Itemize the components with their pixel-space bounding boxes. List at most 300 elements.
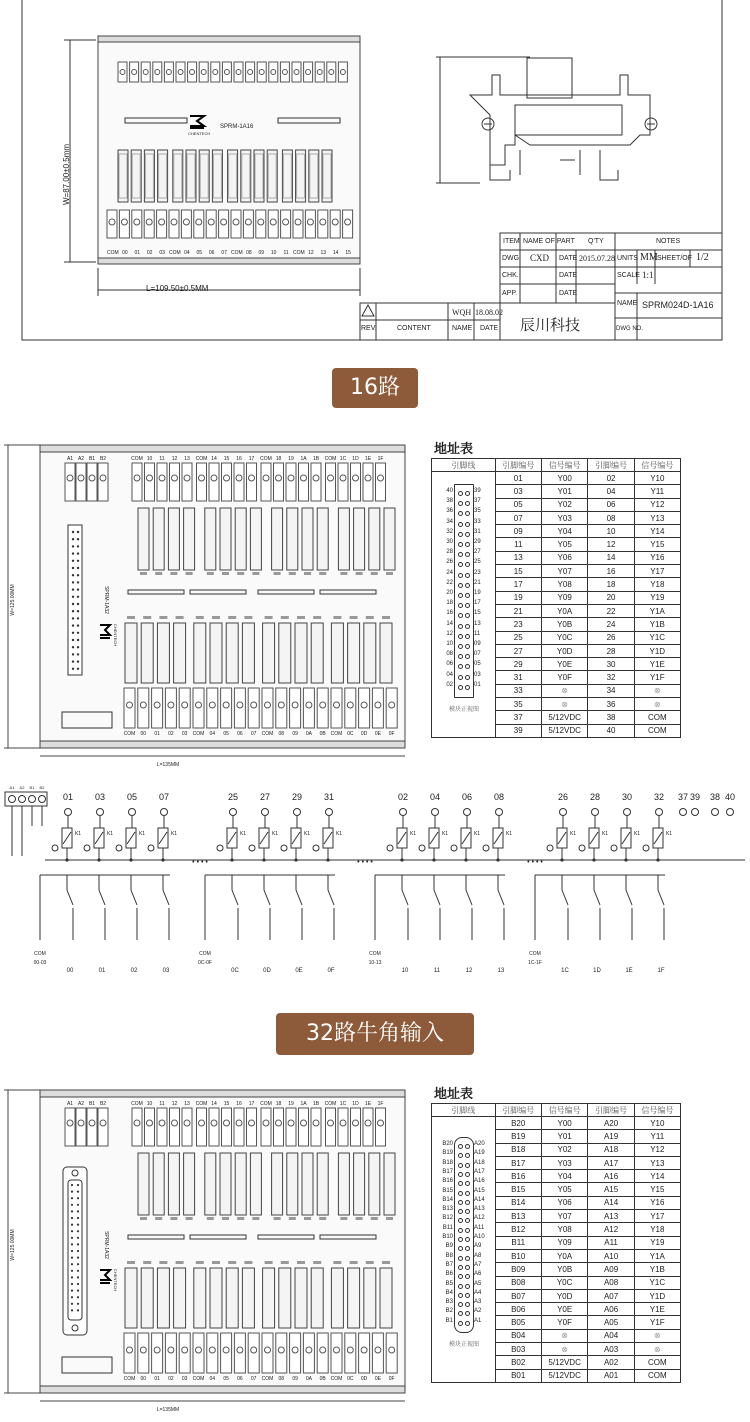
terminal-icon (65, 809, 72, 816)
terminal-label: 16 (236, 456, 242, 462)
table-cell: 15 (495, 565, 541, 578)
led-icon (319, 1217, 326, 1220)
pin-icon (77, 552, 79, 554)
terminal-label: COM (195, 456, 208, 462)
table-cell: ⊗ (634, 698, 680, 711)
pin-label: 11 (474, 630, 481, 637)
table-cell: Y0E (541, 1303, 588, 1316)
junction-icon (326, 858, 329, 861)
table-cell: 07 (495, 511, 541, 524)
pin-label: A4 (474, 1289, 482, 1296)
terminal-top (98, 463, 108, 501)
terminal-top (87, 463, 97, 501)
terminal-label: 1A (300, 1101, 307, 1107)
pin-icon (77, 1270, 79, 1272)
pin-icon (72, 588, 74, 590)
pin-number: 32 (653, 792, 665, 802)
led-icon (127, 1261, 135, 1264)
terminal-icon (656, 809, 663, 816)
terminal-label: COM (195, 1101, 208, 1107)
terminal-label: 0E (374, 1376, 381, 1382)
terminal-label: 05 (223, 731, 229, 737)
pin-icon (77, 1290, 79, 1292)
pin-icon (77, 1237, 79, 1239)
relay-module (287, 508, 298, 570)
pin-icon (77, 646, 79, 648)
pin-label: A2 (474, 1308, 482, 1315)
wire (12, 806, 42, 856)
pin-icon (72, 531, 74, 533)
table-cell: A02 (588, 1356, 634, 1369)
pin-icon (72, 552, 74, 554)
channel-label: 05 (196, 250, 203, 256)
terminal-label: B1 (29, 785, 35, 790)
terminal-label: 15 (223, 1101, 230, 1107)
relay-module (125, 623, 137, 683)
coil-symbol (127, 832, 135, 844)
relay-module (263, 1268, 275, 1328)
table-cell: 22 (588, 604, 634, 617)
terminal-top (234, 62, 243, 82)
relay-module (242, 623, 254, 683)
table-cell: 08 (588, 511, 634, 524)
table-cell: B01 (495, 1369, 541, 1382)
table-cell: Y1B (634, 1263, 680, 1276)
pin-label: 19 (474, 590, 481, 596)
pin-number: 07 (158, 792, 170, 802)
table-cell: Y10 (634, 1117, 680, 1130)
terminal-label: 04 (209, 731, 216, 737)
terminal-top (261, 1108, 271, 1146)
relay-label: K1 (569, 831, 577, 837)
led-icon (212, 1261, 220, 1264)
pin-label: 34 (446, 518, 453, 525)
terminal-bottom (119, 210, 129, 238)
table-cell: Y15 (634, 538, 680, 551)
terminal-label: 1C (339, 456, 347, 462)
table-cell: B09 (495, 1263, 541, 1276)
pin-number: 05 (126, 792, 138, 802)
table-cell: 39 (495, 724, 541, 737)
table-cell: B04 (495, 1329, 541, 1342)
ellipsis-dots: • • • • (527, 859, 543, 866)
terminal-label: 18 (275, 456, 282, 462)
table-cell: Y05 (541, 538, 588, 551)
terminal-top (222, 1108, 232, 1146)
table-cell: Y10 (634, 472, 680, 485)
terminal-bottom (206, 210, 216, 238)
led-icon (170, 1217, 177, 1220)
tb-rev-date: 18.08.02 (475, 308, 503, 317)
pin-icon (77, 1184, 79, 1186)
junction-icon (230, 858, 233, 861)
output-label: 1C (561, 968, 569, 974)
terminal-top (304, 62, 313, 82)
tb-dwg-no: DWG NO. (616, 326, 643, 332)
table-cell: B13 (495, 1210, 541, 1223)
led-icon (356, 1217, 363, 1220)
relay-contact-icon (594, 890, 600, 905)
table-cell: Y08 (541, 578, 588, 591)
column-header: 信号编号 (634, 1104, 680, 1117)
led-icon (207, 572, 214, 575)
board-32ch-idc-svg (0, 430, 420, 770)
channel-label: 02 (146, 250, 153, 256)
tb-notes: NOTES (656, 238, 681, 245)
terminal-bottom (157, 210, 167, 238)
relay-module (331, 623, 343, 683)
ellipsis-dots: • • • • (357, 859, 373, 866)
table-cell: A05 (588, 1316, 634, 1329)
table-cell: 21 (495, 604, 541, 617)
pin-label: B13 (442, 1206, 453, 1213)
pin-label: 31 (474, 528, 481, 535)
terminal-label: B1 (88, 1101, 96, 1107)
coil-symbol (494, 832, 502, 844)
led-icon (143, 1261, 151, 1264)
pin-label: A15 (474, 1187, 485, 1194)
relay-module (272, 1153, 283, 1215)
led-icon (207, 1217, 214, 1220)
relay-label: K1 (473, 831, 481, 837)
terminal-bottom (256, 210, 266, 238)
table-cell: B02 (495, 1356, 541, 1369)
output-label: 0F (327, 968, 335, 974)
pin-label: B19 (442, 1150, 453, 1157)
relay-module (272, 508, 283, 570)
relay-module (242, 1268, 254, 1328)
pin-icon (71, 1250, 73, 1252)
pin-label: 40 (446, 488, 453, 494)
terminal-top (315, 62, 324, 82)
coil-symbol (324, 832, 332, 844)
channel-label: 07 (221, 250, 227, 256)
pin-icon (458, 542, 463, 547)
pin-icon (465, 1172, 470, 1177)
pin-label: A7 (474, 1261, 482, 1268)
table-title: 地址表 (434, 1087, 474, 1102)
table-cell: 27 (495, 644, 541, 657)
table-cell: B15 (495, 1183, 541, 1196)
table-cell: Y1D (634, 644, 680, 657)
pin-icon (458, 1144, 463, 1149)
pin-label: 24 (446, 569, 453, 576)
terminal-label: 0D (360, 731, 368, 737)
terminal-icon (712, 809, 719, 816)
table-cell: Y01 (541, 485, 588, 498)
pin-label: A8 (474, 1252, 482, 1259)
terminal-top (132, 463, 142, 501)
led-icon (140, 572, 147, 575)
terminal-top (261, 463, 271, 501)
table-cell: Y00 (541, 472, 588, 485)
relay-contact-icon (658, 890, 664, 905)
terminal-top (311, 1108, 321, 1146)
table-cell: Y13 (634, 1156, 680, 1169)
column-header: 引脚线 (432, 459, 496, 472)
pin-label: A16 (474, 1178, 485, 1185)
terminal-label: 0A (305, 731, 312, 737)
pin-label: 38 (446, 498, 453, 505)
pin-icon (458, 1321, 463, 1326)
pin-icon (465, 1265, 470, 1270)
column-header: 引脚编号 (495, 1104, 541, 1117)
table-cell: 40 (588, 724, 634, 737)
junction-icon (161, 858, 164, 861)
pin-number: 02 (397, 792, 409, 802)
coil-symbol (462, 832, 470, 844)
channel-label: 10 (270, 250, 277, 256)
terminal-label: 19 (288, 456, 294, 462)
pin-icon (72, 617, 74, 619)
tb-rev: REV. (361, 325, 377, 332)
relay-label: K1 (665, 831, 673, 837)
terminal-label: 09 (292, 731, 298, 737)
table-cell: 31 (495, 671, 541, 684)
table-cell: Y02 (541, 498, 588, 511)
pin-icon (77, 639, 79, 641)
terminal-label: COM (131, 1101, 143, 1107)
connector-caption: 模块正视图 (448, 1342, 479, 1348)
terminal-label: 11 (159, 456, 165, 462)
led-icon (159, 616, 167, 619)
pin-icon (465, 685, 470, 690)
table-cell: 38 (588, 711, 634, 724)
com-label: COM (34, 951, 46, 957)
relay-module (250, 508, 261, 570)
table-cell: 5/12VDC (541, 711, 588, 724)
terminal-top (209, 1108, 219, 1146)
pin-label: B10 (442, 1234, 453, 1240)
table-cell: A06 (588, 1303, 634, 1316)
terminal-label: 0F (388, 731, 395, 737)
channel-label: 08 (246, 250, 252, 256)
terminal-label: COM (260, 1101, 272, 1107)
pin-icon (71, 1263, 73, 1265)
relay-contact-icon (626, 890, 632, 905)
table-cell: Y19 (634, 591, 680, 604)
board-brand: CHENTECH (113, 1268, 118, 1292)
terminal-label: COM (330, 1376, 343, 1382)
pin-icon (465, 1228, 470, 1233)
terminal-icon (680, 809, 687, 816)
table-cell: Y07 (541, 1210, 588, 1223)
led-icon (186, 572, 193, 575)
terminal-label: A1 (66, 456, 74, 462)
pin-label: 01 (474, 681, 481, 688)
junction-icon (400, 858, 403, 861)
pin-label: B2 (445, 1308, 453, 1315)
terminal-label: 0C (347, 731, 354, 737)
terminal-label: 1B (312, 456, 320, 462)
terminal-label: 1B (312, 1101, 320, 1107)
table-cell: Y0D (541, 644, 588, 657)
din-rail-side-view (436, 57, 657, 183)
terminal-label: 02 (168, 1376, 174, 1382)
pin-number: 26 (557, 792, 569, 802)
table-cell: Y03 (541, 511, 588, 524)
pin-icon (77, 617, 79, 619)
relay-module (279, 623, 291, 683)
table-cell: Y1F (634, 671, 680, 684)
terminal-top (338, 463, 348, 501)
pin-label: 36 (446, 508, 453, 515)
relay-module (380, 623, 392, 683)
pin-icon (77, 1197, 79, 1199)
led-icon (366, 1261, 374, 1264)
pin-icon (72, 646, 74, 648)
pin-icon (465, 491, 470, 496)
terminal-bottom (318, 210, 328, 238)
table-cell: Y0B (541, 618, 588, 631)
com-range-label: 0C-0F (198, 960, 212, 966)
pin-icon (71, 1290, 73, 1292)
pin-icon (71, 1270, 73, 1272)
led-icon (451, 845, 457, 851)
pin-icon (465, 1163, 470, 1168)
terminal-label: A1 (9, 785, 15, 790)
pin-number: 01 (62, 792, 74, 802)
led-icon (313, 616, 321, 619)
relay-module (174, 1268, 186, 1328)
led-icon (313, 1261, 321, 1264)
table-cell: Y16 (634, 1196, 680, 1209)
led-icon (170, 572, 177, 575)
table-cell: Y05 (541, 1183, 588, 1196)
junction-icon (432, 858, 435, 861)
led-icon (547, 845, 553, 851)
relay-module (226, 1268, 238, 1328)
pin-icon (72, 603, 74, 605)
terminal-icon (692, 809, 699, 816)
table-cell: 06 (588, 498, 634, 511)
table-cell: Y0D (541, 1289, 588, 1302)
terminal-top (76, 1108, 86, 1146)
tb-date1: DATE (559, 255, 578, 262)
table-cell: Y1B (634, 618, 680, 631)
pin-label: 15 (474, 610, 481, 617)
table-cell: Y06 (541, 551, 588, 564)
pin-label: 04 (446, 671, 453, 678)
pin-icon (77, 1217, 79, 1219)
channel-label: 13 (320, 250, 327, 256)
table-cell: ⊗ (541, 698, 588, 711)
led-icon (274, 1217, 281, 1220)
table-cell: 01 (495, 472, 541, 485)
pin-icon (77, 1204, 79, 1206)
table-cell: B19 (495, 1130, 541, 1143)
terminal-label: 1F (377, 1101, 384, 1107)
terminal-label: 1D (352, 1101, 359, 1107)
led-icon (155, 1217, 162, 1220)
com-label: COM (529, 951, 541, 957)
table-cell: Y15 (634, 1183, 680, 1196)
pin-icon (465, 573, 470, 578)
terminal-label: COM (260, 456, 272, 462)
pin-icon (458, 583, 463, 588)
section-banner-32ch-horn: 32路牛角输入 (276, 1013, 474, 1055)
relay-label: K1 (441, 831, 449, 837)
led-icon (222, 572, 229, 575)
terminal-bottom (231, 210, 241, 238)
pin-icon (71, 1230, 73, 1232)
table-cell: Y12 (634, 1143, 680, 1156)
column-header: 引脚编号 (588, 459, 634, 472)
pin-label: B6 (445, 1271, 453, 1278)
pin-icon (71, 1224, 73, 1226)
coil-symbol (654, 832, 662, 844)
table-cell: ⊗ (634, 1343, 680, 1356)
relay-contact-icon (163, 890, 169, 905)
relay-module (331, 1268, 343, 1328)
table-cell: 09 (495, 525, 541, 538)
channel-label: 03 (159, 250, 165, 256)
relay-contact-icon (498, 890, 504, 905)
table-cell: A15 (588, 1183, 634, 1196)
relay-module (220, 1153, 231, 1215)
pin-icon (72, 610, 74, 612)
pin-icon (72, 624, 74, 626)
tb-item: ITEM (503, 238, 520, 245)
table-cell: 34 (588, 684, 634, 697)
terminal-label: 01 (154, 731, 160, 737)
terminal-icon (496, 809, 503, 816)
pin-icon (458, 491, 463, 496)
terminal-top (269, 62, 278, 82)
relay-module (220, 508, 231, 570)
pin-label: B8 (445, 1252, 453, 1259)
pin-icon (72, 538, 74, 540)
relay-label: K1 (271, 831, 279, 837)
tb-sheet: SHEET/OF (657, 255, 693, 262)
pin-label: 06 (446, 661, 453, 668)
terminal-label: 1D (352, 456, 359, 462)
terminal-top (197, 1108, 207, 1146)
terminal-top (247, 1108, 257, 1146)
pin-label: 33 (474, 518, 481, 525)
table-cell: Y1A (634, 1249, 680, 1262)
relay-contact-icon (131, 890, 137, 905)
pin-label: 12 (446, 630, 453, 637)
pin-icon (465, 1321, 470, 1326)
led-icon (281, 1261, 289, 1264)
pin-label: 08 (446, 651, 453, 658)
terminal-label: 10 (146, 456, 153, 462)
table-cell: A10 (588, 1249, 634, 1262)
com-label: COM (369, 951, 381, 957)
table-cell: A08 (588, 1276, 634, 1289)
table-cell: Y11 (634, 485, 680, 498)
terminal-label: 03 (181, 731, 188, 737)
junction-icon (592, 858, 595, 861)
pin-label: A5 (474, 1280, 482, 1287)
pin-icon (465, 624, 470, 629)
table-cell: B03 (495, 1343, 541, 1356)
pin-icon (465, 532, 470, 537)
terminal-label: B2 (39, 785, 45, 790)
terminal-label: COM (324, 1101, 337, 1107)
terminal-bottom (194, 210, 204, 238)
table-cell: 25 (495, 631, 541, 644)
output-label: 01 (98, 968, 106, 974)
led-icon (366, 616, 374, 619)
pin-icon (72, 545, 74, 547)
pin-label: B15 (442, 1187, 453, 1194)
relay-module (369, 508, 380, 570)
terminal-bottom (343, 210, 353, 238)
led-icon (222, 1217, 229, 1220)
pin-label: 18 (446, 600, 453, 607)
